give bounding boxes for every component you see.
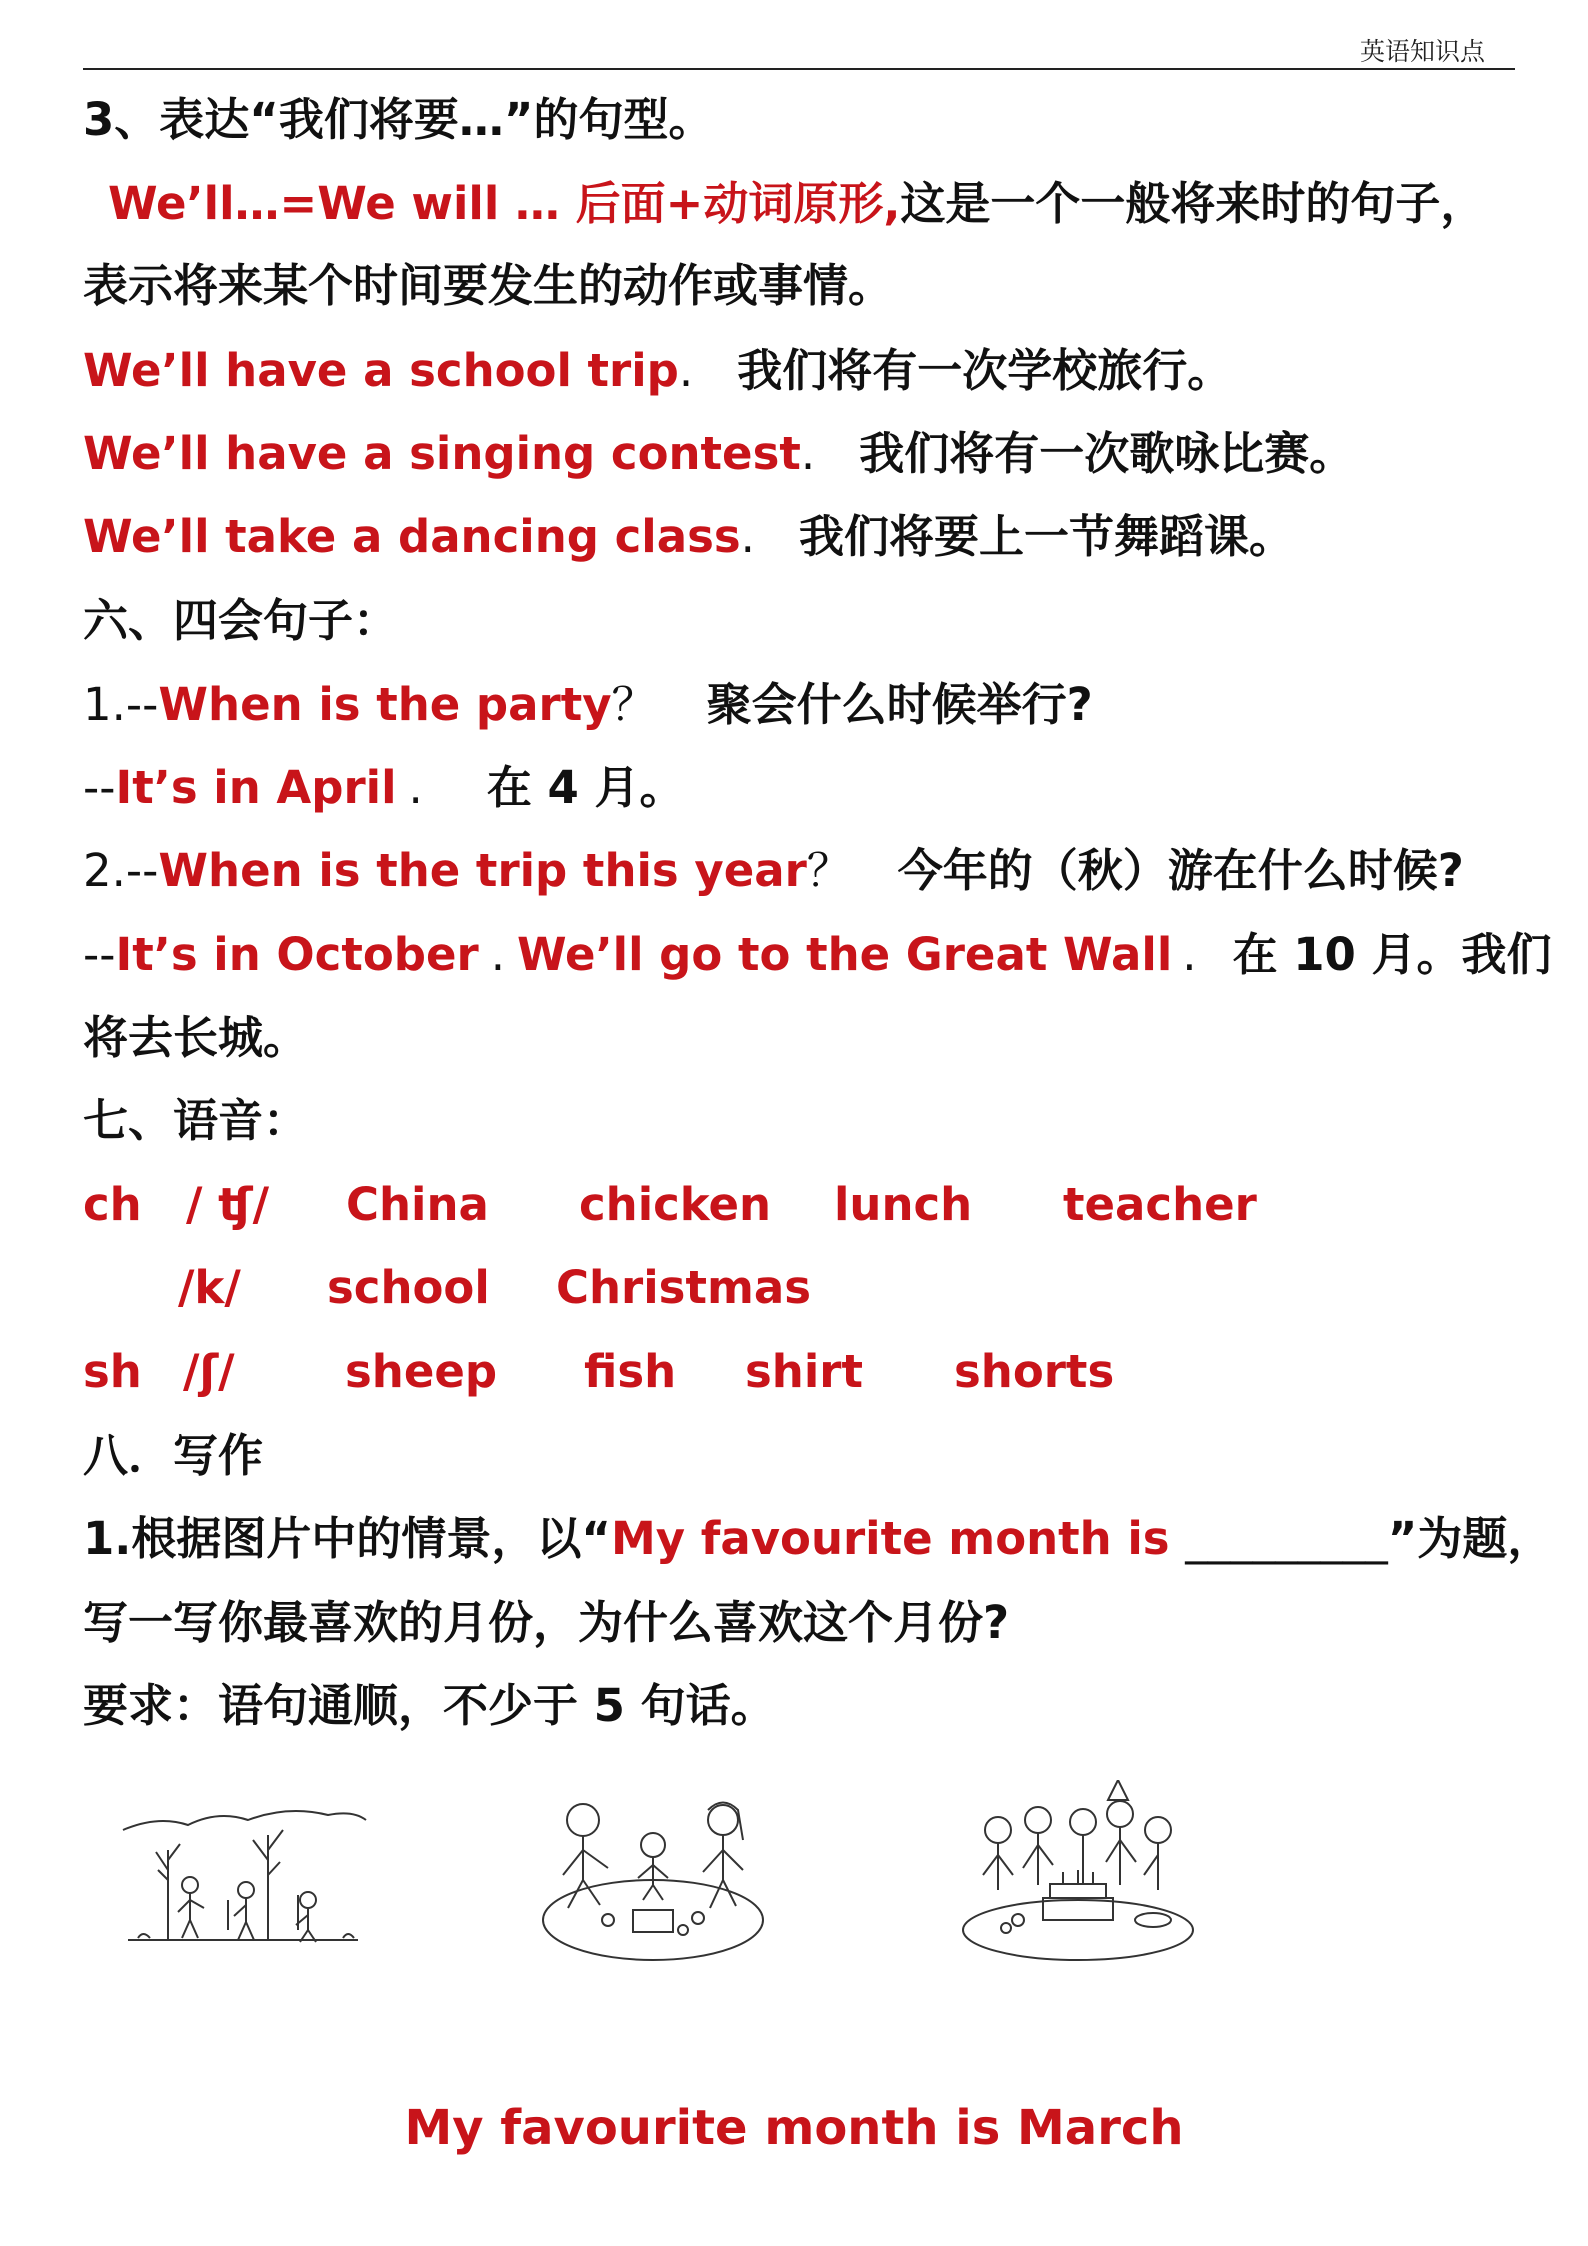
answer-dot: . [408, 761, 423, 814]
phonics-word: Christmas [556, 1261, 812, 1314]
example-en: We’ll take a dancing class [83, 510, 741, 563]
answer-title: My favourite month is March [404, 2100, 1184, 2156]
page-header [83, 30, 1515, 70]
example-cn: 我们将有一次歌咏比赛。 [859, 427, 1355, 480]
answer-2-continuation: 将去长城。 [83, 1011, 309, 1064]
example-1 [83, 343, 1232, 399]
phonics-word: chicken [579, 1178, 772, 1231]
example-2 [83, 426, 1354, 482]
question-number: 2.-- [83, 844, 159, 897]
task-text: 1.根据图片中的情景，以“ [83, 1512, 611, 1565]
example-en: We’ll have a singing contest [83, 427, 801, 480]
illustrations [118, 1780, 1218, 1970]
answer-1 [83, 760, 684, 816]
example-cn: 我们将要上一节舞蹈课。 [798, 510, 1294, 563]
phonics-letters: sh [83, 1345, 142, 1398]
answer-cn: 在 4 月。 [486, 761, 685, 814]
section-7-heading: 七、语音： [83, 1094, 309, 1147]
example-dot: . [740, 510, 755, 563]
question-mark: ？ [806, 844, 852, 897]
question-en: When is the trip this year [158, 844, 807, 897]
phonics-letters: ch [83, 1178, 142, 1231]
phonics-word: lunch [834, 1178, 973, 1231]
task-title: My favourite month is [610, 1512, 1186, 1565]
question-en: When is the party [158, 678, 612, 731]
answer-en: It’s in April [115, 761, 397, 814]
phonics-symbol: / ʧ/ [186, 1178, 270, 1231]
rule-line [108, 176, 1485, 232]
question-cn: 今年的（秋）游在什么时候? [897, 844, 1464, 897]
answer-dot: . [490, 928, 506, 981]
phonics-word: shirt [745, 1345, 863, 1398]
rule-continuation: 表示将来某个时间要发生的动作或事情。 [83, 259, 894, 312]
answer-en: It’s in October [115, 928, 479, 981]
example-dot: . [800, 427, 816, 480]
writing-task-line-2: 写一写你最喜欢的月份，为什么喜欢这个月份? [83, 1596, 1010, 1649]
question-2 [83, 843, 1464, 899]
rule-formula: We’ll…=We will … [108, 177, 576, 230]
writing-requirement: 要求：语句通顺，不少于 5 句话。 [83, 1679, 776, 1732]
phonics-word: school [327, 1261, 490, 1314]
section-3-heading: 3、表达“我们将要…”的句型。 [83, 93, 714, 146]
example-en: We’ll have a school trip [83, 344, 679, 397]
example-dot: . [678, 344, 694, 397]
tree-planting-illustration [118, 1780, 368, 1960]
task-text-end: ”为题， [1387, 1512, 1553, 1565]
phonics-word: teacher [1063, 1178, 1257, 1231]
phonics-word: shorts [954, 1345, 1115, 1398]
phonics-symbol: /ʃ/ [183, 1345, 235, 1398]
question-cn: 聚会什么时候举行? [706, 678, 1093, 731]
answer-dot-2: . [1182, 928, 1197, 981]
answer-2 [83, 927, 1552, 983]
birthday-party-illustration [958, 1780, 1198, 1970]
question-1 [83, 677, 1093, 733]
section-8-heading: 八．写作 [83, 1429, 264, 1482]
phonics-word: China [346, 1178, 489, 1231]
example-3 [83, 509, 1294, 565]
answer-cn: 在 10 月。我们 [1232, 928, 1552, 981]
answer-dash: -- [83, 928, 116, 981]
family-picnic-illustration [538, 1780, 768, 1970]
writing-task [83, 1511, 1552, 1567]
phonics-word: fish [584, 1345, 677, 1398]
phonics-word: sheep [345, 1345, 498, 1398]
question-number: 1.-- [83, 678, 159, 731]
answer-dash: -- [83, 761, 116, 814]
phonics-symbol: /k/ [178, 1261, 241, 1314]
example-cn: 我们将有一次学校旅行。 [737, 344, 1233, 397]
question-mark: ？ [611, 678, 657, 731]
rule-verb-form: 后面+动词原形, [575, 177, 901, 230]
rule-explanation: 这是一个一般将来时的句子， [900, 177, 1486, 230]
task-blank: _________ [1185, 1512, 1388, 1565]
answer-en-2: We’ll go to the Great Wall [517, 928, 1173, 981]
section-6-heading: 六、四会句子： [83, 594, 399, 647]
header-title: 英语知识点 [1359, 37, 1485, 66]
